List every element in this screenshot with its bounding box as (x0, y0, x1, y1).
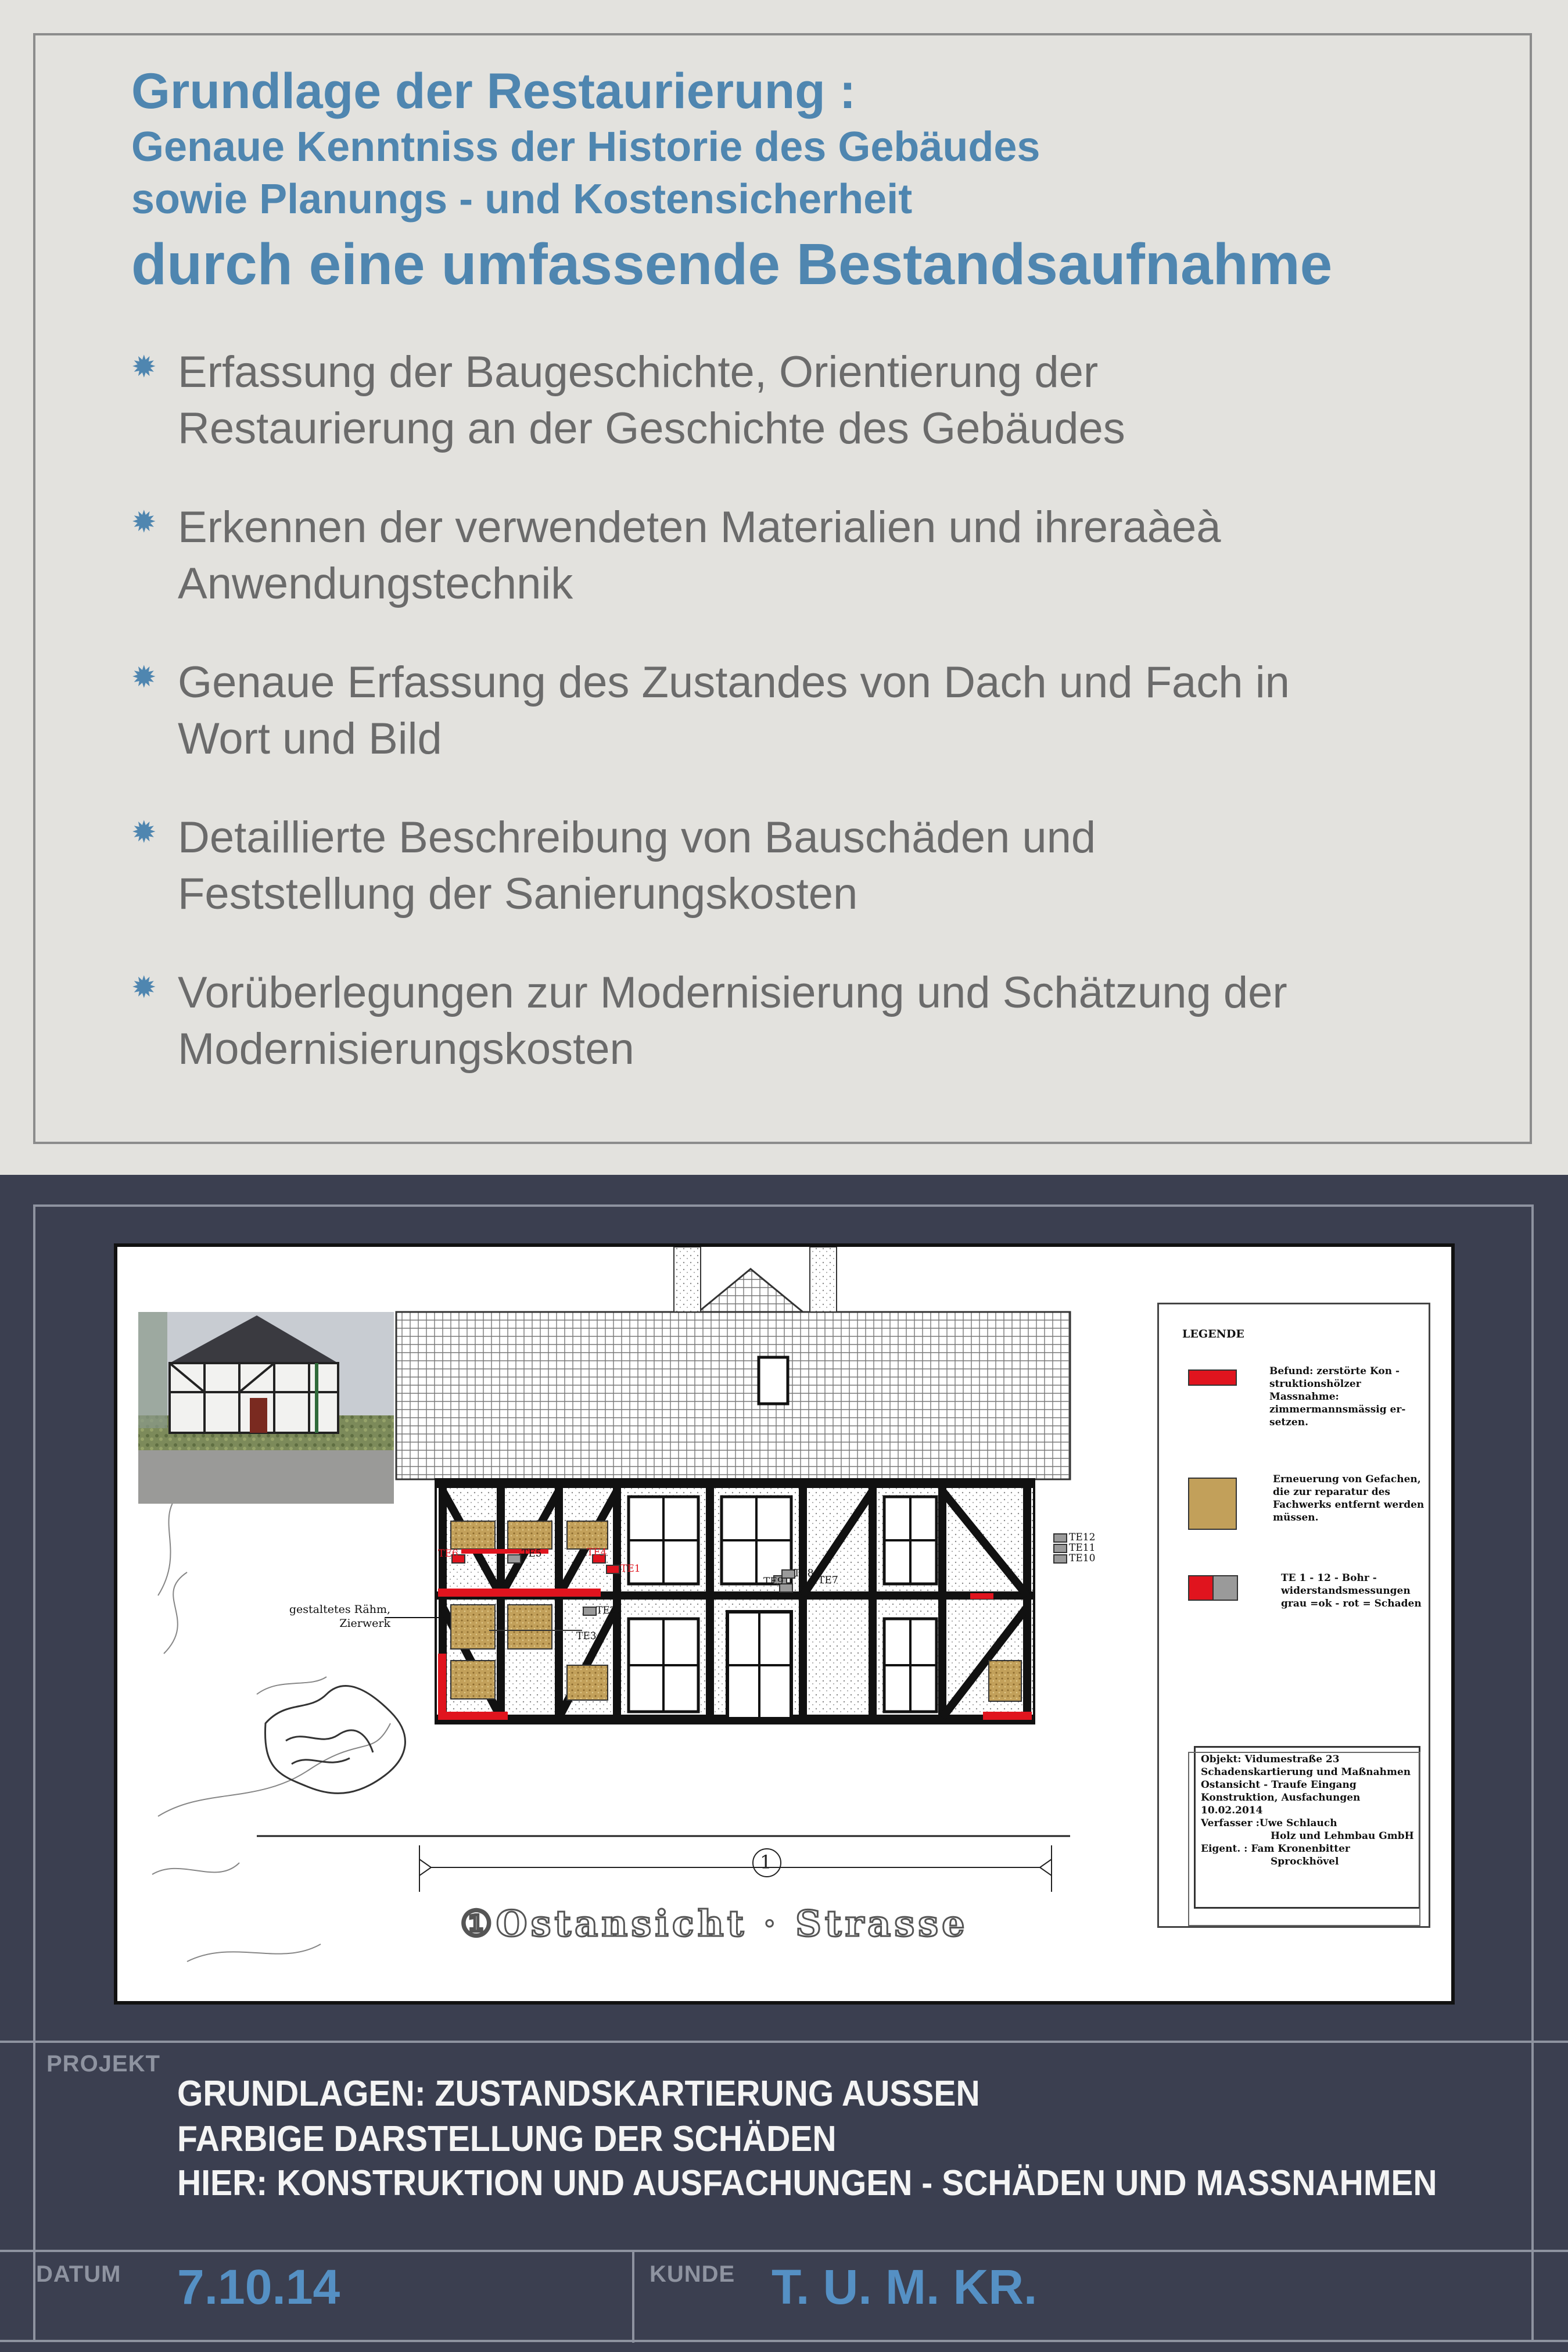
bullet-text-line: Wort und Bild (178, 714, 442, 763)
axis-marker-label: 1 (760, 1851, 772, 1873)
heading-line-2: Genaue Kenntniss der Historie des Gebäudes (131, 124, 1040, 170)
legend-text-infill (1273, 1473, 1424, 1524)
legend-line: Erneuerung von Gefachen, (1273, 1473, 1421, 1485)
info-line: Konstruktion, Ausfachungen (1201, 1792, 1361, 1804)
asterisk-bullet-icon: ✹ (131, 661, 157, 694)
heading-line-4: durch eine umfassende Bestandsaufnahme (131, 232, 1333, 297)
frame-line (33, 1204, 1534, 1207)
axis-line (419, 1845, 1052, 1892)
roof (396, 1312, 1070, 1479)
frame-line (632, 2250, 634, 2343)
asterisk-bullet-icon: ✹ (131, 350, 157, 384)
projekt-line-1: GRUNDLAGEN: ZUSTANDSKARTIERUNG AUSSEN (177, 2074, 980, 2114)
heading-line-3: sowie Planungs - und Kostensicherheit (131, 176, 913, 223)
asterisk-bullet-icon: ✹ (131, 816, 157, 849)
frame-line (0, 2250, 1568, 2252)
chimney (674, 1247, 701, 1312)
te-label: TE8 (794, 1568, 814, 1579)
te-label: TE12 (1069, 1532, 1096, 1543)
te-label: TE7 (818, 1575, 838, 1586)
te-label: TE5 (522, 1548, 542, 1559)
facade-drawing (114, 1243, 1455, 2005)
kunde-label: KUNDE (650, 2261, 735, 2287)
info-line: Sprockhövel (1271, 1856, 1339, 1867)
projekt-line-2: FARBIGE DARSTELLUNG DER SCHÄDEN (177, 2119, 837, 2159)
bullet-text-line: Modernisierungskosten (178, 1024, 634, 1074)
legend-line: Befund: zerstörte Kon - (1269, 1365, 1400, 1377)
info-stamp-text (1201, 1753, 1414, 1868)
info-line: Verfasser :Uwe Schlauch (1201, 1817, 1337, 1829)
legend-line: Fachwerks entfernt werden (1273, 1499, 1425, 1511)
frame-line (0, 2340, 1568, 2342)
legend-line: zimmermannsmässig er- (1269, 1404, 1406, 1415)
bullet-text (178, 344, 1125, 457)
house-photo (138, 1312, 394, 1504)
legend-swatch-damage (1188, 1369, 1237, 1386)
bullet-text (178, 809, 1096, 922)
bullet-text (178, 499, 1221, 612)
legend-title: LEGENDE (1182, 1328, 1244, 1340)
legend-line: müssen. (1273, 1512, 1319, 1523)
info-line: Eigent. : Fam Kronenbitter (1201, 1843, 1350, 1855)
info-line: Ostansicht - Traufe Eingang (1201, 1779, 1357, 1791)
legend-text-damage (1269, 1365, 1405, 1429)
te-label: TE9 (763, 1576, 784, 1587)
te-label: TE10 (1069, 1553, 1096, 1564)
chimney (810, 1247, 837, 1312)
te-label: TE11 (1069, 1542, 1096, 1554)
annotation-leader (385, 1612, 443, 1623)
bush-sketch (265, 1686, 405, 1794)
legend-line: TE 1 - 12 - Bohr - (1281, 1572, 1377, 1584)
info-line: Objekt: Vidumestraße 23 (1201, 1754, 1340, 1765)
bullet-text-line: Anwendungstechnik (178, 559, 573, 608)
info-line: Schadenskartierung und Maßnahmen (1201, 1766, 1411, 1778)
projekt-line-3: HIER: KONSTRUKTION UND AUSFACHUNGEN - SCHÄDEN UND MASSNAHMEN (177, 2163, 1437, 2203)
legend-line: widerstandsmessungen (1281, 1585, 1411, 1597)
annotation-left (263, 1602, 390, 1630)
text-slide (0, 0, 1568, 1175)
legend-box (1157, 1303, 1430, 1928)
bullet-text-line: Erkennen der verwendeten Materialien und ihreraàeà (178, 503, 1221, 552)
legend-line: struktionshölzer (1269, 1378, 1361, 1390)
bullet-text-line: Detaillierte Beschreibung von Bauschäden und (178, 813, 1096, 862)
te-label: TE4 (587, 1547, 607, 1558)
roof-dormer (698, 1269, 803, 1312)
frame-line (1531, 1204, 1534, 2342)
info-line: 10.02.2014 (1201, 1805, 1263, 1816)
bullet-text-line: Feststellung der Sanierungskosten (178, 869, 858, 919)
legend-swatch-infill (1188, 1478, 1237, 1530)
bullet-text-line: Restaurierung an der Geschichte des Gebäudes (178, 404, 1125, 453)
te-label: TE3 (576, 1630, 597, 1642)
legend-line: grau =ok - rot = Schaden (1281, 1598, 1422, 1609)
legend-line: Massnahme: (1269, 1391, 1339, 1403)
te-label: TE2 (596, 1605, 616, 1616)
info-line: Holz und Lehmbau GmbH (1271, 1830, 1414, 1842)
frame-line (0, 2041, 1568, 2043)
annotation-line: Zierwerk (339, 1617, 390, 1630)
bullet-text-line: Erfassung der Baugeschichte, Orientierung der (178, 347, 1099, 397)
annotation-line: gestaltetes Rähm, (289, 1603, 390, 1616)
legend-swatch-measure-red (1188, 1575, 1214, 1601)
frame-line (33, 1204, 35, 2342)
bullet-text (178, 965, 1287, 1077)
asterisk-bullet-icon: ✹ (131, 971, 157, 1005)
drawing-title: ①Ostansicht · Strasse (460, 1902, 968, 1945)
legend-swatch-measure-grey (1212, 1575, 1238, 1601)
kunde-value: T. U. M. KR. (772, 2260, 1038, 2314)
legend-text-measure (1281, 1572, 1422, 1610)
bullet-text-line: Genaue Erfassung des Zustandes von Dach und Fach in (178, 658, 1290, 707)
roof-window (759, 1357, 788, 1404)
asterisk-bullet-icon: ✹ (131, 505, 157, 539)
heading-line-1: Grundlage der Restaurierung : (131, 63, 856, 119)
bullet-text (178, 654, 1290, 767)
legend-line: setzen. (1269, 1417, 1308, 1428)
te-label: TE6 (438, 1548, 458, 1559)
te-label: TE1 (620, 1563, 641, 1575)
legend-line: die zur reparatur des (1273, 1486, 1390, 1498)
datum-value: 7.10.14 (177, 2260, 340, 2314)
datum-label: DATUM (36, 2261, 121, 2287)
projekt-label: PROJEKT (46, 2051, 160, 2077)
bullet-text-line: Vorüberlegungen zur Modernisierung und Schätzung der (178, 968, 1287, 1017)
